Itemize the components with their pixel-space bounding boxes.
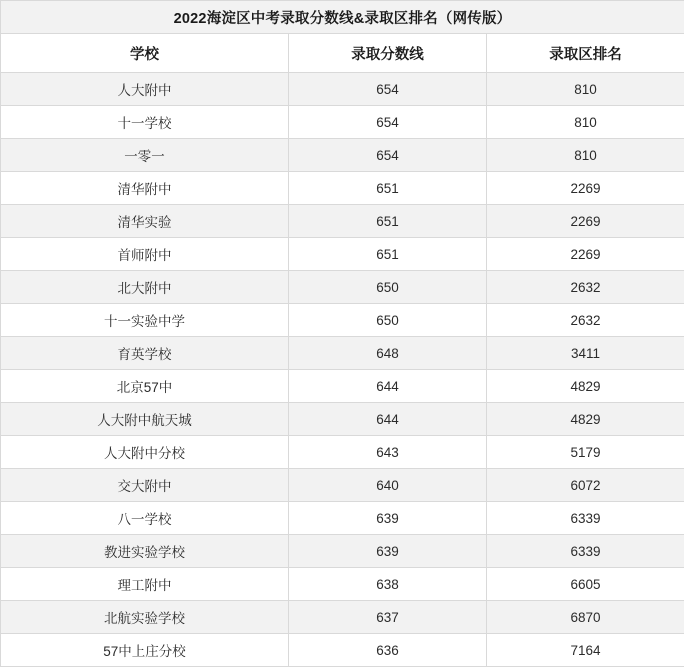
table-body [1, 1, 684, 667]
cell-score: 654 [289, 73, 487, 106]
cell-school: 八一学校 [1, 502, 289, 535]
cell-school: 理工附中 [1, 568, 289, 601]
cell-score: 636 [289, 634, 487, 667]
cell-rank: 2269 [487, 205, 684, 238]
cell-school: 北大附中 [1, 271, 289, 304]
table-row [1, 337, 684, 370]
cell-rank: 7164 [487, 634, 684, 667]
cell-rank: 2632 [487, 271, 684, 304]
cell-score: 651 [289, 172, 487, 205]
cell-school: 交大附中 [1, 469, 289, 502]
table-row [1, 73, 684, 106]
cell-school: 北航实验学校 [1, 601, 289, 634]
cell-rank: 6605 [487, 568, 684, 601]
cell-school: 一零一 [1, 139, 289, 172]
cell-school: 十一实验中学 [1, 304, 289, 337]
cell-score: 640 [289, 469, 487, 502]
cell-school: 育英学校 [1, 337, 289, 370]
cell-score: 639 [289, 502, 487, 535]
cell-score: 639 [289, 535, 487, 568]
cell-school: 北京57中 [1, 370, 289, 403]
table-title-row [1, 1, 684, 34]
table-row [1, 205, 684, 238]
cell-rank: 5179 [487, 436, 684, 469]
table-row [1, 403, 684, 436]
table-row [1, 172, 684, 205]
table-row [1, 601, 684, 634]
table-header-row [1, 34, 684, 73]
cell-rank: 6870 [487, 601, 684, 634]
cell-rank: 810 [487, 106, 684, 139]
column-header-rank: 录取区排名 [487, 34, 684, 73]
table-row [1, 502, 684, 535]
cell-rank: 6339 [487, 535, 684, 568]
cell-rank: 6339 [487, 502, 684, 535]
cell-rank: 810 [487, 139, 684, 172]
cell-school: 人大附中分校 [1, 436, 289, 469]
cell-school: 人大附中 [1, 73, 289, 106]
cell-rank: 2632 [487, 304, 684, 337]
cell-school: 首师附中 [1, 238, 289, 271]
cell-rank: 810 [487, 73, 684, 106]
table-row [1, 139, 684, 172]
cell-score: 654 [289, 106, 487, 139]
cell-rank: 3411 [487, 337, 684, 370]
column-header-score: 录取分数线 [289, 34, 487, 73]
cell-score: 650 [289, 304, 487, 337]
table-row [1, 106, 684, 139]
table-row [1, 535, 684, 568]
cell-score: 651 [289, 205, 487, 238]
cell-score: 650 [289, 271, 487, 304]
table-row [1, 634, 684, 667]
cell-score: 648 [289, 337, 487, 370]
cell-score: 643 [289, 436, 487, 469]
cell-score: 644 [289, 403, 487, 436]
cell-rank: 4829 [487, 403, 684, 436]
table-row [1, 238, 684, 271]
table-title: 2022海淀区中考录取分数线&录取区排名（网传版） [1, 1, 684, 34]
table-row [1, 370, 684, 403]
cell-school: 人大附中航天城 [1, 403, 289, 436]
cell-school: 十一学校 [1, 106, 289, 139]
cell-school: 清华实验 [1, 205, 289, 238]
column-header-school: 学校 [1, 34, 289, 73]
cell-score: 638 [289, 568, 487, 601]
cell-rank: 2269 [487, 238, 684, 271]
table-row [1, 436, 684, 469]
cell-score: 654 [289, 139, 487, 172]
table-row [1, 304, 684, 337]
cell-score: 644 [289, 370, 487, 403]
table-row [1, 271, 684, 304]
cell-score: 637 [289, 601, 487, 634]
cell-rank: 2269 [487, 172, 684, 205]
cell-school: 清华附中 [1, 172, 289, 205]
cell-score: 651 [289, 238, 487, 271]
cell-rank: 4829 [487, 370, 684, 403]
cell-school: 57中上庄分校 [1, 634, 289, 667]
cell-rank: 6072 [487, 469, 684, 502]
table-row [1, 568, 684, 601]
table-row [1, 469, 684, 502]
cell-school: 教进实验学校 [1, 535, 289, 568]
